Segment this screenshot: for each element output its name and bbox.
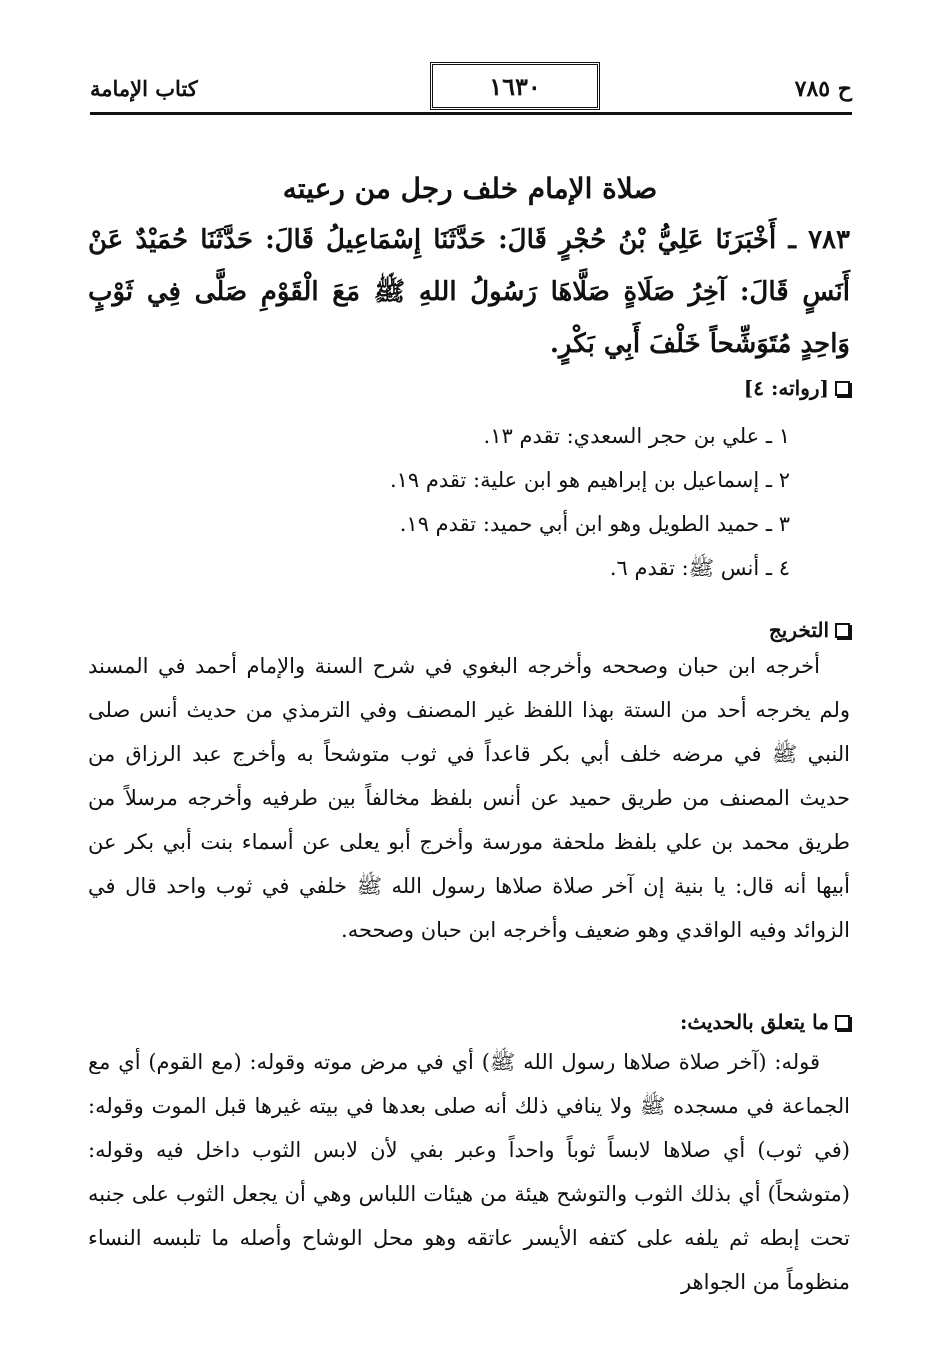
square-bullet-icon bbox=[835, 623, 850, 638]
chapter-title: صلاة الإمام خلف رجل من رعيته bbox=[282, 172, 658, 205]
header-rule bbox=[90, 112, 852, 115]
commentary-heading bbox=[680, 1010, 850, 1034]
page-number: ١٦٣٠ bbox=[489, 71, 541, 101]
narrators-list bbox=[390, 414, 790, 590]
narrator-item: ٣ ـ حميد الطويل وهو ابن أبي حميد: تقدم ١٩. bbox=[399, 512, 790, 536]
takhrij-paragraph: أخرجه ابن حبان وصححه وأخرجه البغوي في شرح السنة والإمام أحمد في المسند ولم يخرجه أحد من الستة بهذا اللفظ غير المصنف وفي الترمذي من حديث أنس صلى النبي ﷺ في مرضه خلف أبي بكر قاعداً في ثوب متوشحاً به وأخرج عبد الرزاق من حديث المصنف من طريق حميد عن أنس بلفظ مخالفاً بين طرفيه وأخرجه مرسلاً من طريق محمد بن علي بلفظ ملحفة مورسة وأخرج أبو يعلى عن أسماء بنت أبي بكر عن أبيها أنه قال: يا بنية إن آخر صلاة صلاها رسول الله ﷺ خلفي في ثوب واحد قال في الزوائد وفيه الواقدي وهو ضعيف وأخرجه ابن حبان وصححه. bbox=[88, 654, 850, 942]
square-bullet-icon bbox=[835, 381, 850, 396]
book-title: كتاب الإمامة bbox=[90, 76, 198, 101]
narrator-item: ٤ ـ أنس ﷺ: تقدم ٦. bbox=[609, 556, 790, 580]
page-header bbox=[90, 62, 852, 120]
narrators-heading bbox=[744, 376, 850, 400]
hadith-range: ح ٧٨٥ bbox=[794, 76, 852, 102]
takhrij-text bbox=[88, 644, 850, 952]
square-bullet-icon bbox=[835, 1015, 850, 1030]
takhrij-heading bbox=[769, 618, 850, 642]
page-number-frame bbox=[430, 62, 600, 110]
commentary-heading-label: ما يتعلق بالحديث: bbox=[679, 1010, 829, 1034]
commentary-text bbox=[88, 1040, 850, 1304]
narrators-heading-label: [رواته: ٤] bbox=[743, 376, 829, 400]
hadith-text: ٧٨٣ ـ أَخْبَرَنَا عَلِيُّ بْنُ حُجْرٍ قَالَ: حَدَّثَنَا إِسْمَاعِيلُ قَالَ: حَدَّثَنَا حُمَيْدٌ عَنْ أَنَسٍ قَالَ: آخِرُ صَلَاةٍ صَلَّاهَا رَسُولُ اللهِ ﷺ مَعَ الْقَوْمِ صَلَّى فِي ثَوْبٍ وَاحِدٍ مُتَوَشِّحاً خَلْفَ أَبِي بَكْرٍ. bbox=[88, 225, 850, 359]
takhrij-heading-label: التخريج bbox=[768, 618, 829, 642]
narrator-item: ١ ـ علي بن حجر السعدي: تقدم ١٣. bbox=[483, 424, 790, 448]
commentary-paragraph: قوله: (آخر صلاة صلاها رسول الله ﷺ) أي في مرض موته وقوله: (مع القوم) أي مع الجماعة في مسجده ﷺ ولا ينافي ذلك أنه صلى بعدها في بيته غيرها قبل الموت وقوله: (في ثوب) أي صلاها لابساً ثوباً واحداً وعبر بفي لأن لابس الثوب داخل فيه وقوله: (متوشحاً) أي بذلك الثوب والتوشح هيئة من هيئات اللباس وهي أن يجعل الثوب على جنبه تحت إبطه ثم يلفه على كتفه الأيسر عاتقه وهو محل الوشاح وأصله ما تلبسه النساء منظوماً من الجواهر bbox=[88, 1050, 850, 1294]
narrator-item: ٢ ـ إسماعيل بن إبراهيم هو ابن علية: تقدم ١٩. bbox=[389, 468, 790, 492]
